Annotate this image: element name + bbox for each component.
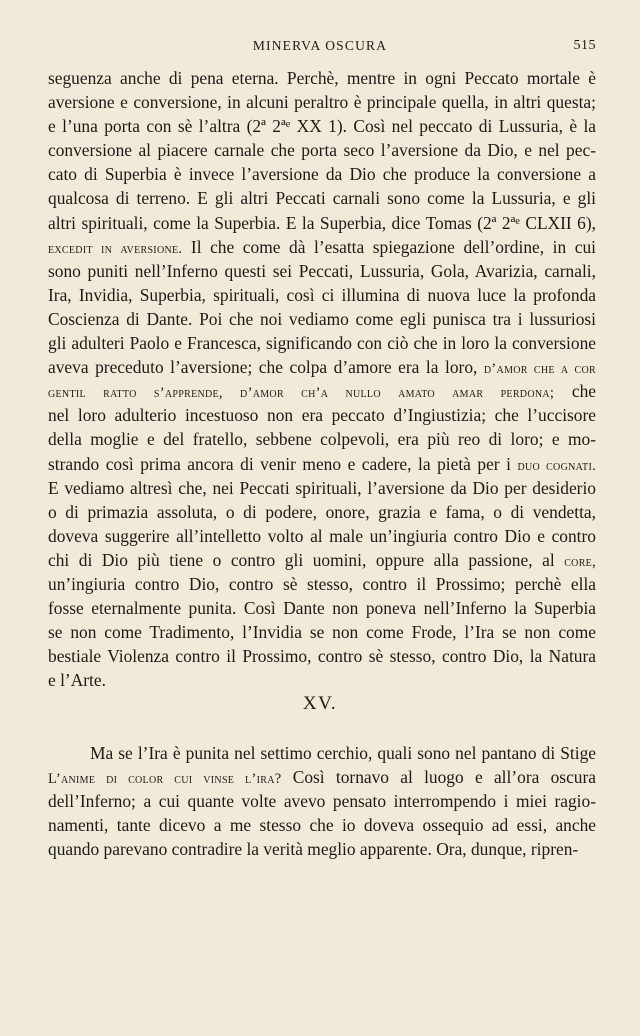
line-text: aveva preceduto l’aversione; che colpa d’amore era la loro,	[48, 357, 484, 378]
text-line	[48, 452, 596, 476]
small-caps-quote: L’anime di color cui vinse l’ira?	[48, 771, 282, 788]
line-text: qualcosa di terreno. E gli altri Peccati carnali sono come la Lussuria, e gli	[48, 188, 596, 209]
paragraph-1	[48, 66, 596, 692]
text-line	[48, 548, 596, 572]
text-line	[48, 427, 596, 451]
text-line	[48, 66, 596, 90]
small-caps-quote: duo cognati.	[517, 457, 596, 474]
text-line	[48, 403, 596, 427]
line-text: strando così prima ancora di venir meno e cadere, la pietà per i	[48, 453, 518, 474]
text-line	[48, 620, 596, 644]
line-text: un’ingiuria contro Dio, contro sè stesso, contro il Prossimo; perchè ella	[48, 573, 596, 594]
small-caps-quote: excedit in aversione.	[48, 240, 183, 257]
running-title: MINERVA OSCURA	[252, 38, 388, 53]
small-caps-quote: core,	[564, 553, 596, 570]
text-line	[48, 596, 596, 620]
page-number: 515	[573, 38, 596, 53]
line-text: conversione al piacere carnale che porta seco l’aversione da Dio, e nel pec-	[48, 140, 596, 161]
line-text: chi di Dio più tiene o contro gli uomini, oppure alla passione, al	[48, 549, 565, 570]
line-text: Ira, Invidia, Superbia, spirituali, così ci illumina di nuova luce la profonda	[48, 284, 596, 305]
line-text: aversione e conversione, in alcuni peraltro è principale quella, in altri questa;	[48, 92, 596, 113]
line-text: cato di Superbia è invece l’aversione da Dio che produce la conversione a	[48, 164, 596, 185]
text-line	[48, 355, 596, 379]
line-text: Ma se l’Ira è punita nel settimo cerchio, quali sono nel pantano di Stige	[90, 743, 596, 763]
text-line	[48, 668, 596, 692]
line-text: bestiale Violenza contro il Prossimo, contro sè stesso, contro Dio, la Natura	[48, 646, 596, 667]
line-text: fosse eternalmente punita. Così Dante non poneva nell’Inferno la Superbia	[48, 598, 596, 619]
line-text: e l’Arte.	[48, 670, 106, 691]
text-line	[48, 500, 596, 524]
line-text: Il che come dà l’esatta spiegazione dell’ordine, in cui	[182, 236, 596, 257]
text-line	[48, 186, 596, 210]
text-line	[48, 114, 596, 138]
text-line	[48, 331, 596, 355]
text-line	[48, 765, 596, 789]
text-line	[48, 524, 596, 548]
line-text: della moglie e del fratello, sebbene colpevoli, era più reo di loro; e mo-	[48, 429, 596, 450]
text-line	[48, 211, 596, 235]
line-text: namenti, tante dicevo a me stesso che io doveva ossequio ad essi, anche	[48, 815, 596, 836]
small-caps-quote: d’amor che a cor	[483, 361, 596, 378]
line-text: gli adulteri Paolo e Francesca, significando con ciò che in loro la conversione	[48, 333, 596, 354]
text-line	[48, 283, 596, 307]
line-text: quando parevano contradire la verità meglio apparente. Ora, dunque, ripren-	[48, 839, 579, 860]
text-line	[48, 813, 596, 837]
text-line	[48, 789, 596, 813]
line-text: nel loro adulterio incestuoso non era peccato d’Ingiustizia; che l’uccisore	[48, 405, 596, 426]
text-line	[48, 235, 596, 259]
section-heading: XV.	[302, 693, 338, 714]
line-text: sono puniti nell’Inferno questi sei Peccati, Lussuria, Gola, Avarizia, carnali,	[48, 260, 596, 281]
text-line	[48, 138, 596, 162]
line-text: e l’una porta con sè l’altra (2ª 2ªᵉ XX 1). Così nel peccato di Lussuria, è la	[48, 116, 596, 137]
line-text: o di primazia assoluta, o di podere, onore, grazia e fama, o di vendetta,	[48, 501, 596, 522]
line-text: seguenza anche di pena eterna. Perchè, mentre in ogni Peccato mortale è	[48, 68, 596, 88]
line-text: se non come Tradimento, l’Invidia se non come Frode, l’Ira se non come	[48, 622, 596, 643]
paragraph-2	[48, 741, 596, 861]
text-line	[48, 379, 596, 403]
line-text: Coscienza di Dante. Poi che noi vediamo come egli punisca tra i lussuriosi	[48, 308, 596, 329]
line-text: doveva suggerire all’intelletto volto al male un’ingiuria contro Dio e contro	[48, 525, 596, 546]
text-line	[48, 162, 596, 186]
line-text: che	[554, 381, 596, 402]
text-line	[48, 90, 596, 114]
line-text: dell’Inferno; a cui quante volte avevo pensato interrompendo i miei ragio-	[48, 791, 596, 812]
text-line	[48, 572, 596, 596]
line-text: Così tornavo al luogo e all’ora oscura	[281, 767, 596, 788]
text-line	[48, 837, 596, 861]
text-line	[48, 644, 596, 668]
text-line	[48, 476, 596, 500]
small-caps-quote: gentil ratto s’apprende, d’amor ch’a nullo amato amar perdona;	[48, 385, 555, 402]
text-line	[48, 259, 596, 283]
text-line	[48, 741, 596, 765]
line-text: E vediamo altresì che, nei Peccati spirituali, l’aversione da Dio per desiderio	[48, 477, 596, 498]
line-text: altri spirituali, come la Superbia. E la Superbia, dice Tomas (2ª 2ªᵉ CLXII 6),	[48, 212, 596, 233]
text-line	[48, 307, 596, 331]
